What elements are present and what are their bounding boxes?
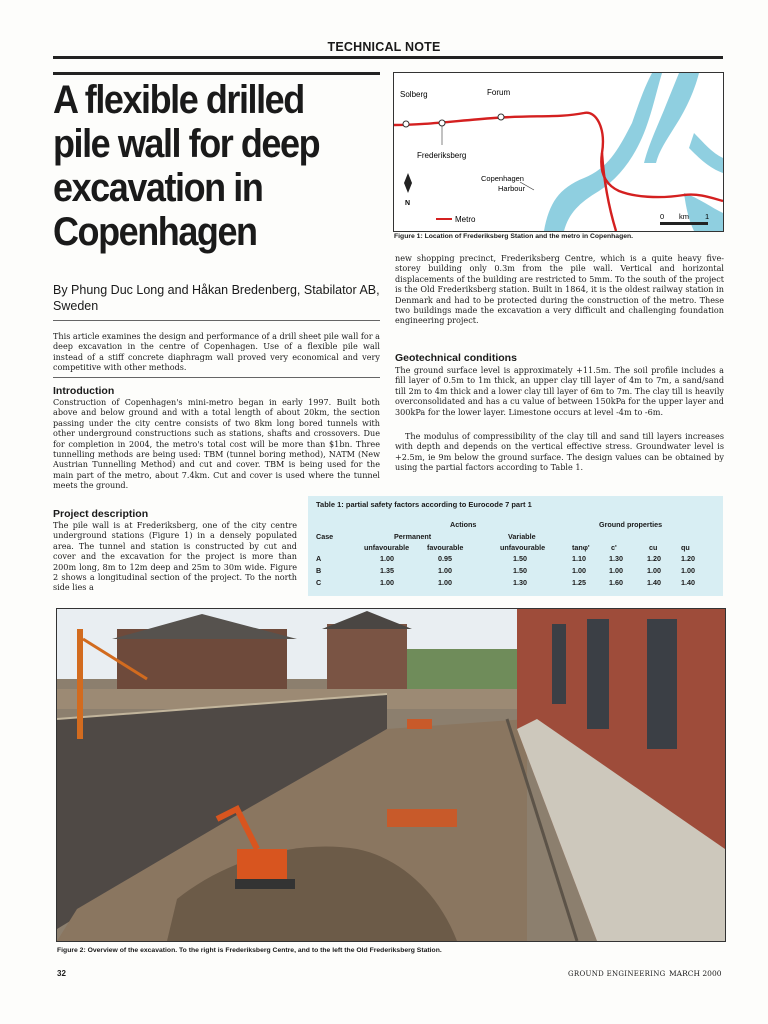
scale-bar: [660, 222, 708, 225]
figure2-photo: [56, 608, 726, 942]
section-label: TECHNICAL NOTE: [327, 40, 441, 54]
label-harbour-1: Copenhagen: [481, 174, 524, 183]
table1-header-c: c': [611, 543, 617, 552]
table1-row-c-qu: 1.40: [681, 578, 695, 587]
table1-row-a-perm-unfav: 1.00: [380, 554, 394, 563]
crane-mast: [77, 629, 83, 739]
scale-zero: 0: [660, 212, 665, 221]
old-station-building: [117, 629, 287, 699]
east-water: [689, 133, 723, 173]
north-label: N: [405, 200, 411, 207]
label-metro: Metro: [455, 215, 476, 224]
label-solberg: Solberg: [400, 90, 428, 99]
table1-header-variable-unfavourable: unfavourable: [500, 543, 546, 552]
table1-row-b-perm-unfav: 1.35: [380, 566, 394, 575]
table1-row-b-cu: 1.00: [647, 566, 661, 575]
table1-header-qu: qu: [681, 543, 690, 552]
table1-row-a-var: 1.50: [513, 554, 527, 563]
byline-rule: [53, 320, 380, 321]
table1-row-a-cu: 1.20: [647, 554, 661, 563]
figure1-map: [393, 72, 724, 232]
article-title: A flexible drilled pile wall for deep excavation in Copenhagen: [53, 78, 320, 254]
project-heading: Project description: [53, 508, 149, 520]
table1: [308, 496, 723, 596]
frederiksberg-station: [439, 120, 445, 126]
table1-sub-permanent: Permanent: [394, 532, 432, 541]
table1-group-actions: Actions: [450, 520, 477, 529]
abstract-rule: [53, 377, 380, 378]
geo-paragraph-1: The ground surface level is approximately +11.5m. The soil profile includes a fill layer of 0.5m to 1m thick, an upper clay till layer of 4m to 7m, a sand/sand till 2m to 4m thick and a lower clay till layer of 6m to 7m. The clay till is heavily overconsolidated and has a cu value of between 150kPa for the upper layer and 300kPa for the lower layer. Limestone occurs at level -4m to -6m.: [395, 365, 724, 417]
excavator: [237, 849, 287, 879]
solberg-station: [403, 121, 409, 127]
table1-row-b-qu: 1.00: [681, 566, 695, 575]
excavation-illustration: [57, 609, 725, 941]
table1-header-tanphi: tanφ': [572, 543, 590, 552]
table1-row-c-perm-fav: 1.00: [438, 578, 452, 587]
label-frederiksberg: Frederiksberg: [417, 151, 467, 160]
forum-station: [498, 114, 504, 120]
table1-sub-variable: Variable: [508, 532, 536, 541]
label-harbour-2: Harbour: [498, 184, 526, 193]
table1-row-b-perm-fav: 1.00: [438, 566, 452, 575]
project-text: The pile wall is at Frederiksberg, one of the city centre underground stations (Figure 1) in a densely populated area. The tunnel and station is constructed by cut and cover and the excavation for the project is more than 200m long, 8m to 12m deep and 25m to 30m wide. Figure 2 shows a longitudinal section of the project. To the north side lies a: [53, 520, 297, 593]
table1-row-c-var: 1.30: [513, 578, 527, 587]
scale-one: 1: [705, 212, 710, 221]
table1-row-c-cu: 1.40: [647, 578, 661, 587]
geo-paragraph-2: The modulus of compressibility of the clay till and sand till layers increases with depth and depends on the vertical effective stress. Groundwater level is +2.5m, ie 9m below the ground surface. The design values can be obtained by using the partial factors according to Table 1.: [395, 431, 724, 473]
north-arrow-icon: [404, 173, 412, 193]
table1-group-ground: Ground properties: [599, 520, 663, 529]
abstract: This article examines the design and performance of a drill sheet pile wall for a deep excavation in the centre of Copenhagen. Use of a flexible pile wall instead of a stiff concrete diaphragm wall proved very economical and very competitive with other methods.: [53, 331, 380, 373]
journal-issue: MARCH 2000: [669, 969, 722, 978]
table1-row-a-qu: 1.20: [681, 554, 695, 563]
table1-header-favourable: favourable: [427, 543, 464, 552]
table1-row-a-perm-fav: 0.95: [438, 554, 452, 563]
table1-row-a-c: 1.30: [609, 554, 623, 563]
title-rule: [53, 72, 380, 75]
table1-row-b-tanphi: 1.00: [572, 566, 586, 575]
label-forum: Forum: [487, 88, 511, 97]
table1-row-a-tanphi: 1.10: [572, 554, 586, 563]
drill-rig: [387, 809, 457, 827]
table1-row-a-case: A: [316, 554, 322, 563]
intro-heading: Introduction: [53, 385, 115, 397]
table1-row-b-var: 1.50: [513, 566, 527, 575]
byline: By Phung Duc Long and Håkan Bredenberg, Stabilator AB, Sweden: [53, 283, 380, 313]
table1-row-c-perm-unfav: 1.00: [380, 578, 394, 587]
centre-window: [647, 619, 677, 749]
journal-name: GROUND ENGINEERING: [568, 970, 666, 978]
station-tower: [327, 624, 407, 694]
table1-row-b-case: B: [316, 566, 322, 575]
table1-header-unfavourable: unfavourable: [364, 543, 410, 552]
table1-header-cu: cu: [649, 543, 658, 552]
figure2-caption: Figure 2: Overview of the excavation. To the right is Frederiksberg Centre, and to the left the Old Frederiksberg Station.: [57, 947, 442, 954]
table1-row-c-tanphi: 1.25: [572, 578, 586, 587]
scale-unit: km: [679, 212, 689, 221]
right-continuation: new shopping precinct, Frederiksberg Centre, which is a quite heavy five-storey building only 0.3m from the pile wall. Vertical and horizontal displacements of the building are restricted to 5mm. To the south of the project is the Old Frederiksberg station. Built in 1864, it is the oldest railway station in Denmark and had to be protected during the construction of the metro. These two buildings made the excavation a very difficult and challenging foundation engineering project.: [395, 253, 724, 326]
figure1-caption: Figure 1: Location of Frederiksberg Station and the metro in Copenhagen.: [394, 233, 634, 240]
geo-heading: Geotechnical conditions: [395, 352, 517, 364]
table1-row-c-case: C: [316, 578, 322, 587]
table1-title: Table 1: partial safety factors according to Eurocode 7 part 1: [316, 500, 532, 509]
page-number: 32: [57, 969, 66, 978]
copenhagen-map: [394, 73, 723, 231]
table1-row-b-c: 1.00: [609, 566, 623, 575]
table1-header-case: Case: [316, 532, 334, 541]
intro-text: Construction of Copenhagen's mini-metro began in early 1997. Built both above and below ground and with a total length of about 20km, the section passing under the city centre consists of two 8km long bored tunnels with other underground constructions such as stations, shafts and crossovers. Due for completion in 2004, the metro's total cost will be more than $1bn. Three tunnelling methods are being used: TBM (tunnel boring method), NATM (New Austrian Tunnelling Method) and cut and cover. TBM is being used for the main part of the metro, about 7.4km. Cut and cover is used where the tunnel meets the ground.: [53, 397, 380, 491]
table1-row-c-c: 1.60: [609, 578, 623, 587]
top-rule: [53, 56, 723, 59]
trees: [407, 649, 517, 689]
